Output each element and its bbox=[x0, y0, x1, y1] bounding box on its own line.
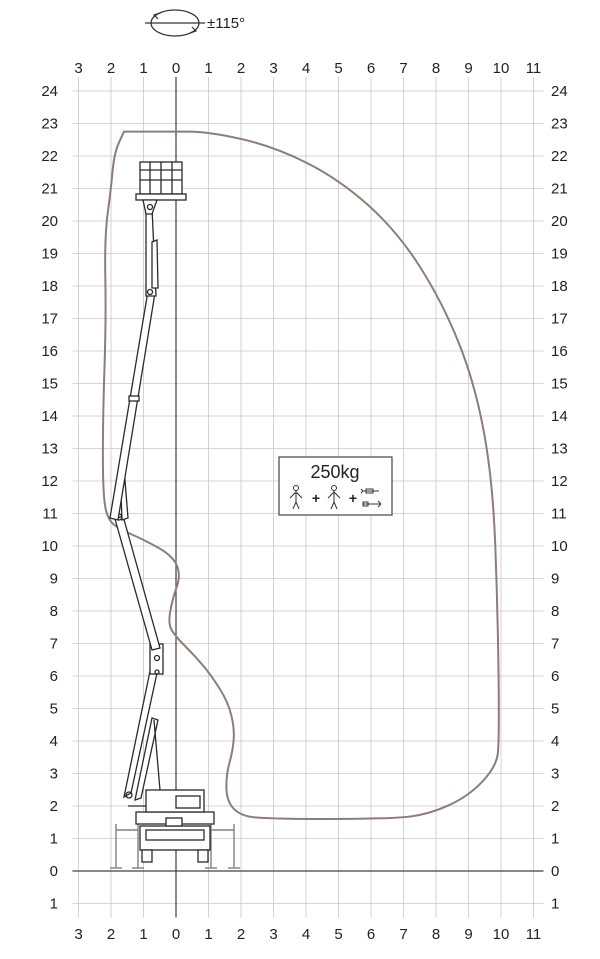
y-tick-label-right: 4 bbox=[551, 733, 560, 750]
y-tick-label-left: 18 bbox=[41, 278, 58, 295]
y-tick-label-left: 4 bbox=[49, 733, 58, 750]
y-tick-label-left: 6 bbox=[49, 668, 58, 685]
x-tick-label-top: 8 bbox=[431, 60, 441, 77]
y-tick-label-left: 19 bbox=[41, 245, 58, 263]
x-tick-label-top: 1 bbox=[204, 60, 213, 77]
load-capacity-box bbox=[279, 457, 392, 515]
y-tick-label-left: 0 bbox=[49, 863, 58, 880]
y-tick-label-left: 12 bbox=[41, 473, 58, 490]
rotation-label: ±115° bbox=[207, 15, 246, 32]
y-tick-label-left: 11 bbox=[42, 505, 58, 523]
x-tick-label-bottom: 3 bbox=[74, 926, 83, 943]
upper-boom bbox=[110, 208, 158, 520]
y-tick-label-left: 1 bbox=[49, 830, 58, 848]
x-tick-label-top: 2 bbox=[236, 60, 246, 77]
x-tick-label-bottom: 0 bbox=[171, 926, 181, 943]
y-tick-label-right: 21 bbox=[551, 180, 568, 198]
aerial-platform-drawing bbox=[110, 162, 240, 868]
load-capacity-label: 250kg bbox=[310, 462, 360, 482]
x-tick-label-top: 11 bbox=[525, 60, 542, 77]
y-tick-label-right: 3 bbox=[551, 765, 560, 783]
y-tick-label-left: 5 bbox=[49, 700, 58, 718]
x-tick-label-bottom: 7 bbox=[399, 926, 408, 943]
y-tick-label-right: 15 bbox=[551, 375, 568, 393]
x-tick-label-top: 2 bbox=[106, 60, 116, 77]
y-tick-label-right: 1 bbox=[551, 895, 560, 913]
x-tick-label-top: 3 bbox=[74, 60, 83, 77]
x-tick-label-bottom: 4 bbox=[301, 926, 311, 943]
x-tick-label-bottom: 3 bbox=[269, 926, 278, 943]
y-tick-label-right: 10 bbox=[551, 538, 568, 555]
x-tick-label-top: 0 bbox=[171, 60, 181, 77]
x-tick-label-top: 3 bbox=[269, 60, 278, 77]
y-tick-label-right: 2 bbox=[551, 798, 560, 815]
y-tick-label-left: 1 bbox=[49, 895, 58, 913]
y-tick-label-right: 7 bbox=[551, 635, 560, 653]
x-tick-label-bottom: 9 bbox=[464, 926, 473, 943]
x-tick-label-top: 1 bbox=[139, 60, 148, 77]
y-tick-label-left: 2 bbox=[49, 798, 58, 815]
y-tick-label-left: 22 bbox=[41, 148, 58, 165]
y-tick-label-left: 23 bbox=[41, 115, 58, 133]
x-tick-label-top: 9 bbox=[464, 60, 473, 77]
y-tick-label-right: 12 bbox=[551, 473, 568, 490]
y-tick-label-left: 17 bbox=[41, 310, 58, 328]
y-tick-label-right: 17 bbox=[551, 310, 568, 328]
x-tick-label-bottom: 5 bbox=[334, 926, 343, 943]
y-tick-label-left: 8 bbox=[49, 603, 58, 620]
y-tick-label-right: 13 bbox=[551, 440, 568, 458]
x-tick-label-top: 7 bbox=[399, 60, 408, 77]
rotation-indicator bbox=[145, 10, 245, 36]
y-tick-label-left: 15 bbox=[41, 375, 58, 393]
y-tick-label-left: 9 bbox=[49, 570, 58, 588]
plus-sign: + bbox=[348, 490, 358, 506]
x-tick-label-top: 5 bbox=[334, 60, 343, 77]
y-tick-label-left: 7 bbox=[49, 635, 58, 653]
y-tick-label-right: 8 bbox=[551, 603, 560, 620]
x-tick-label-bottom: 10 bbox=[492, 926, 510, 943]
x-tick-label-bottom: 8 bbox=[431, 926, 441, 943]
x-tick-label-top: 10 bbox=[492, 60, 510, 77]
rotation-arrows-icon bbox=[145, 10, 205, 36]
x-tick-label-bottom: 1 bbox=[204, 926, 213, 943]
x-tick-label-bottom: 2 bbox=[236, 926, 246, 943]
y-tick-label-left: 16 bbox=[41, 343, 58, 360]
y-tick-label-right: 11 bbox=[551, 505, 567, 523]
x-tick-label-top: 6 bbox=[366, 60, 376, 77]
y-tick-label-right: 5 bbox=[551, 700, 560, 718]
x-tick-label-bottom: 6 bbox=[366, 926, 376, 943]
y-tick-label-right: 1 bbox=[551, 830, 560, 848]
truck-body bbox=[128, 790, 214, 862]
y-tick-label-left: 14 bbox=[41, 408, 58, 425]
y-tick-label-left: 20 bbox=[41, 213, 58, 230]
y-tick-label-left: 21 bbox=[41, 180, 58, 198]
y-tick-label-right: 18 bbox=[551, 278, 568, 295]
y-tick-label-right: 16 bbox=[551, 343, 568, 360]
x-tick-label-top: 4 bbox=[301, 60, 311, 77]
y-tick-label-right: 9 bbox=[551, 570, 560, 588]
y-tick-label-right: 20 bbox=[551, 213, 568, 230]
y-tick-label-right: 19 bbox=[551, 245, 568, 263]
y-tick-label-right: 0 bbox=[551, 863, 560, 880]
y-tick-label-left: 10 bbox=[41, 538, 58, 555]
y-tick-label-left: 24 bbox=[41, 83, 58, 100]
y-tick-label-left: 3 bbox=[49, 765, 58, 783]
x-tick-label-bottom: 11 bbox=[525, 926, 542, 943]
y-tick-label-left: 13 bbox=[41, 440, 58, 458]
y-tick-label-right: 14 bbox=[551, 408, 568, 425]
y-tick-label-right: 23 bbox=[551, 115, 568, 133]
x-tick-label-bottom: 2 bbox=[106, 926, 116, 943]
plus-sign: + bbox=[311, 490, 321, 506]
y-tick-label-right: 22 bbox=[551, 148, 568, 165]
x-tick-label-bottom: 1 bbox=[139, 926, 148, 943]
y-tick-label-right: 24 bbox=[551, 83, 568, 100]
y-tick-label-right: 6 bbox=[551, 668, 560, 685]
